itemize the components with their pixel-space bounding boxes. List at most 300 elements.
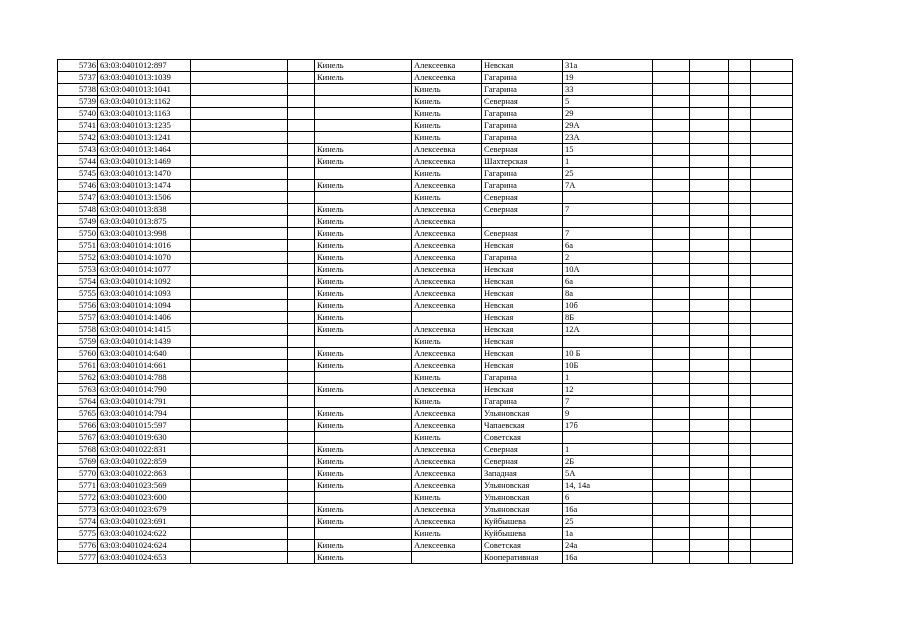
house-number-cell: 7 bbox=[563, 228, 653, 240]
cadastral-number-cell: 63:03:0401013:838 bbox=[98, 204, 191, 216]
blank-cell bbox=[690, 156, 729, 168]
blank-cell bbox=[729, 516, 751, 528]
table-row bbox=[58, 492, 793, 504]
house-number-cell: 10б bbox=[563, 300, 653, 312]
house-number-cell: 31а bbox=[563, 60, 653, 72]
blank-cell bbox=[729, 432, 751, 444]
blank-cell bbox=[690, 516, 729, 528]
house-number-cell: 2 bbox=[563, 252, 653, 264]
street-cell: Куйбышева bbox=[482, 516, 563, 528]
blank-cell bbox=[191, 72, 288, 84]
blank-cell bbox=[690, 60, 729, 72]
street-cell: Ульяновская bbox=[482, 492, 563, 504]
locality-cell: Алексеевка bbox=[412, 276, 482, 288]
row-number-cell: 5744 bbox=[58, 156, 98, 168]
blank-cell bbox=[751, 348, 793, 360]
city-cell: Кинель bbox=[315, 420, 412, 432]
street-cell: Невская bbox=[482, 60, 563, 72]
blank-cell bbox=[288, 288, 315, 300]
row-number-cell: 5770 bbox=[58, 468, 98, 480]
table-row bbox=[58, 252, 793, 264]
blank-cell bbox=[288, 372, 315, 384]
row-number-cell: 5737 bbox=[58, 72, 98, 84]
locality-cell: Алексеевка bbox=[412, 240, 482, 252]
street-cell: Невская bbox=[482, 360, 563, 372]
row-number-cell: 5776 bbox=[58, 540, 98, 552]
house-number-cell: 23А bbox=[563, 132, 653, 144]
blank-cell bbox=[751, 180, 793, 192]
blank-cell bbox=[729, 504, 751, 516]
blank-cell bbox=[288, 300, 315, 312]
blank-cell bbox=[751, 516, 793, 528]
blank-cell bbox=[729, 324, 751, 336]
table-row bbox=[58, 276, 793, 288]
table-row bbox=[58, 324, 793, 336]
blank-cell bbox=[690, 132, 729, 144]
row-number-cell: 5747 bbox=[58, 192, 98, 204]
blank-cell bbox=[729, 240, 751, 252]
street-cell: Гагарина bbox=[482, 396, 563, 408]
blank-cell bbox=[191, 180, 288, 192]
blank-cell bbox=[751, 144, 793, 156]
blank-cell bbox=[690, 264, 729, 276]
locality-cell: Алексеевка bbox=[412, 288, 482, 300]
cadastral-number-cell: 63:03:0401024:622 bbox=[98, 528, 191, 540]
blank-cell bbox=[653, 240, 690, 252]
house-number-cell: 7А bbox=[563, 180, 653, 192]
row-number-cell: 5769 bbox=[58, 456, 98, 468]
row-number-cell: 5766 bbox=[58, 420, 98, 432]
city-cell: Кинель bbox=[315, 384, 412, 396]
blank-cell bbox=[751, 336, 793, 348]
blank-cell bbox=[729, 72, 751, 84]
blank-cell bbox=[288, 96, 315, 108]
city-cell bbox=[315, 336, 412, 348]
blank-cell bbox=[751, 504, 793, 516]
blank-cell bbox=[653, 516, 690, 528]
cadastral-number-cell: 63:03:0401013:1162 bbox=[98, 96, 191, 108]
cadastral-number-cell: 63:03:0401014:640 bbox=[98, 348, 191, 360]
row-number-cell: 5741 bbox=[58, 120, 98, 132]
cadastral-number-cell: 63:03:0401014:790 bbox=[98, 384, 191, 396]
street-cell: Невская bbox=[482, 240, 563, 252]
cadastral-number-cell: 63:03:0401014:788 bbox=[98, 372, 191, 384]
blank-cell bbox=[191, 204, 288, 216]
blank-cell bbox=[729, 360, 751, 372]
locality-cell: Кинель bbox=[412, 492, 482, 504]
blank-cell bbox=[288, 276, 315, 288]
city-cell: Кинель bbox=[315, 480, 412, 492]
blank-cell bbox=[288, 456, 315, 468]
blank-cell bbox=[729, 204, 751, 216]
house-number-cell: 33 bbox=[563, 84, 653, 96]
house-number-cell: 5 bbox=[563, 96, 653, 108]
blank-cell bbox=[690, 288, 729, 300]
city-cell: Кинель bbox=[315, 60, 412, 72]
house-number-cell bbox=[563, 432, 653, 444]
blank-cell bbox=[690, 396, 729, 408]
table-row bbox=[58, 192, 793, 204]
city-cell: Кинель bbox=[315, 516, 412, 528]
street-cell: Гагарина bbox=[482, 132, 563, 144]
table-row bbox=[58, 516, 793, 528]
blank-cell bbox=[690, 456, 729, 468]
street-cell: Гагарина bbox=[482, 168, 563, 180]
house-number-cell: 12А bbox=[563, 324, 653, 336]
city-cell bbox=[315, 492, 412, 504]
street-cell: Северная bbox=[482, 144, 563, 156]
blank-cell bbox=[751, 264, 793, 276]
blank-cell bbox=[690, 240, 729, 252]
blank-cell bbox=[653, 132, 690, 144]
house-number-cell: 25 bbox=[563, 168, 653, 180]
blank-cell bbox=[653, 456, 690, 468]
table-row bbox=[58, 408, 793, 420]
blank-cell bbox=[191, 516, 288, 528]
blank-cell bbox=[751, 552, 793, 564]
blank-cell bbox=[729, 180, 751, 192]
blank-cell bbox=[191, 396, 288, 408]
blank-cell bbox=[653, 192, 690, 204]
blank-cell bbox=[729, 492, 751, 504]
blank-cell bbox=[653, 300, 690, 312]
locality-cell: Кинель bbox=[412, 372, 482, 384]
row-number-cell: 5777 bbox=[58, 552, 98, 564]
row-number-cell: 5750 bbox=[58, 228, 98, 240]
city-cell: Кинель bbox=[315, 240, 412, 252]
blank-cell bbox=[288, 132, 315, 144]
house-number-cell: 7 bbox=[563, 396, 653, 408]
blank-cell bbox=[729, 192, 751, 204]
cadastral-number-cell: 63:03:0401023:569 bbox=[98, 480, 191, 492]
blank-cell bbox=[191, 552, 288, 564]
locality-cell: Алексеевка bbox=[412, 204, 482, 216]
city-cell bbox=[315, 192, 412, 204]
blank-cell bbox=[653, 528, 690, 540]
blank-cell bbox=[729, 456, 751, 468]
house-number-cell: 10Б bbox=[563, 360, 653, 372]
blank-cell bbox=[288, 168, 315, 180]
row-number-cell: 5759 bbox=[58, 336, 98, 348]
street-cell bbox=[482, 216, 563, 228]
blank-cell bbox=[288, 120, 315, 132]
blank-cell bbox=[751, 444, 793, 456]
city-cell: Кинель bbox=[315, 456, 412, 468]
locality-cell: Алексеевка bbox=[412, 324, 482, 336]
blank-cell bbox=[751, 312, 793, 324]
blank-cell bbox=[729, 480, 751, 492]
blank-cell bbox=[191, 84, 288, 96]
blank-cell bbox=[653, 288, 690, 300]
locality-cell: Кинель bbox=[412, 84, 482, 96]
table-row bbox=[58, 180, 793, 192]
house-number-cell: 1 bbox=[563, 372, 653, 384]
blank-cell bbox=[288, 108, 315, 120]
blank-cell bbox=[729, 132, 751, 144]
cadastral-number-cell: 63:03:0401014:1093 bbox=[98, 288, 191, 300]
blank-cell bbox=[690, 348, 729, 360]
blank-cell bbox=[751, 384, 793, 396]
blank-cell bbox=[653, 156, 690, 168]
blank-cell bbox=[751, 132, 793, 144]
blank-cell bbox=[653, 348, 690, 360]
locality-cell: Кинель bbox=[412, 432, 482, 444]
table-row bbox=[58, 84, 793, 96]
locality-cell: Кинель bbox=[412, 396, 482, 408]
house-number-cell: 7 bbox=[563, 204, 653, 216]
house-number-cell: 16а bbox=[563, 552, 653, 564]
street-cell: Невская bbox=[482, 348, 563, 360]
cadastral-number-cell: 63:03:0401019:630 bbox=[98, 432, 191, 444]
blank-cell bbox=[690, 420, 729, 432]
blank-cell bbox=[690, 96, 729, 108]
city-cell bbox=[315, 396, 412, 408]
blank-cell bbox=[751, 216, 793, 228]
cadastral-number-cell: 63:03:0401024:653 bbox=[98, 552, 191, 564]
blank-cell bbox=[653, 468, 690, 480]
blank-cell bbox=[653, 552, 690, 564]
blank-cell bbox=[690, 504, 729, 516]
street-cell: Невская bbox=[482, 276, 563, 288]
table-row bbox=[58, 264, 793, 276]
city-cell: Кинель bbox=[315, 444, 412, 456]
cadastral-number-cell: 63:03:0401022:831 bbox=[98, 444, 191, 456]
blank-cell bbox=[690, 444, 729, 456]
street-cell: Куйбышева bbox=[482, 528, 563, 540]
table-row bbox=[58, 132, 793, 144]
row-number-cell: 5767 bbox=[58, 432, 98, 444]
blank-cell bbox=[191, 288, 288, 300]
house-number-cell: 10А bbox=[563, 264, 653, 276]
street-cell: Гагарина bbox=[482, 252, 563, 264]
locality-cell: Алексеевка bbox=[412, 72, 482, 84]
blank-cell bbox=[653, 372, 690, 384]
street-cell: Ульяновская bbox=[482, 504, 563, 516]
blank-cell bbox=[729, 252, 751, 264]
blank-cell bbox=[751, 480, 793, 492]
blank-cell bbox=[653, 60, 690, 72]
street-cell: Гагарина bbox=[482, 372, 563, 384]
table-row bbox=[58, 120, 793, 132]
table-row bbox=[58, 372, 793, 384]
blank-cell bbox=[653, 252, 690, 264]
city-cell: Кинель bbox=[315, 156, 412, 168]
locality-cell: Алексеевка bbox=[412, 144, 482, 156]
blank-cell bbox=[729, 84, 751, 96]
blank-cell bbox=[191, 444, 288, 456]
house-number-cell: 5А bbox=[563, 468, 653, 480]
table-row bbox=[58, 456, 793, 468]
table-row bbox=[58, 444, 793, 456]
blank-cell bbox=[191, 276, 288, 288]
blank-cell bbox=[751, 324, 793, 336]
cadastral-number-cell: 63:03:0401013:1241 bbox=[98, 132, 191, 144]
house-number-cell: 8Б bbox=[563, 312, 653, 324]
cadastral-number-cell: 63:03:0401013:1039 bbox=[98, 72, 191, 84]
blank-cell bbox=[288, 228, 315, 240]
locality-cell: Кинель bbox=[412, 168, 482, 180]
city-cell: Кинель bbox=[315, 468, 412, 480]
table-row bbox=[58, 360, 793, 372]
table-row bbox=[58, 96, 793, 108]
row-number-cell: 5748 bbox=[58, 204, 98, 216]
blank-cell bbox=[751, 120, 793, 132]
cadastral-number-cell: 63:03:0401013:1474 bbox=[98, 180, 191, 192]
blank-cell bbox=[653, 336, 690, 348]
blank-cell bbox=[729, 384, 751, 396]
blank-cell bbox=[288, 336, 315, 348]
blank-cell bbox=[191, 408, 288, 420]
table-row bbox=[58, 312, 793, 324]
blank-cell bbox=[751, 60, 793, 72]
city-cell: Кинель bbox=[315, 72, 412, 84]
table-row bbox=[58, 108, 793, 120]
blank-cell bbox=[751, 204, 793, 216]
blank-cell bbox=[288, 348, 315, 360]
blank-cell bbox=[288, 324, 315, 336]
blank-cell bbox=[690, 312, 729, 324]
row-number-cell: 5760 bbox=[58, 348, 98, 360]
house-number-cell: 6а bbox=[563, 240, 653, 252]
blank-cell bbox=[288, 444, 315, 456]
blank-cell bbox=[191, 240, 288, 252]
blank-cell bbox=[751, 468, 793, 480]
blank-cell bbox=[729, 108, 751, 120]
row-number-cell: 5765 bbox=[58, 408, 98, 420]
blank-cell bbox=[751, 372, 793, 384]
street-cell: Чапаевская bbox=[482, 420, 563, 432]
house-number-cell: 19 bbox=[563, 72, 653, 84]
cadastral-number-cell: 63:03:0401014:791 bbox=[98, 396, 191, 408]
city-cell: Кинель bbox=[315, 324, 412, 336]
blank-cell bbox=[653, 204, 690, 216]
blank-cell bbox=[288, 360, 315, 372]
locality-cell: Алексеевка bbox=[412, 180, 482, 192]
table-row bbox=[58, 336, 793, 348]
locality-cell: Алексеевка bbox=[412, 516, 482, 528]
blank-cell bbox=[729, 312, 751, 324]
city-cell: Кинель bbox=[315, 348, 412, 360]
house-number-cell: 1 bbox=[563, 156, 653, 168]
locality-cell: Алексеевка bbox=[412, 504, 482, 516]
blank-cell bbox=[288, 264, 315, 276]
blank-cell bbox=[653, 216, 690, 228]
blank-cell bbox=[729, 60, 751, 72]
locality-cell: Алексеевка bbox=[412, 540, 482, 552]
blank-cell bbox=[288, 144, 315, 156]
blank-cell bbox=[191, 312, 288, 324]
house-number-cell: 25 bbox=[563, 516, 653, 528]
blank-cell bbox=[729, 300, 751, 312]
locality-cell: Алексеевка bbox=[412, 156, 482, 168]
house-number-cell: 17б bbox=[563, 420, 653, 432]
street-cell: Северная bbox=[482, 96, 563, 108]
locality-cell: Алексеевка bbox=[412, 252, 482, 264]
table-row bbox=[58, 144, 793, 156]
blank-cell bbox=[751, 528, 793, 540]
blank-cell bbox=[288, 312, 315, 324]
street-cell: Ульяновская bbox=[482, 480, 563, 492]
blank-cell bbox=[191, 324, 288, 336]
table-body bbox=[58, 60, 793, 564]
table-row bbox=[58, 216, 793, 228]
blank-cell bbox=[191, 228, 288, 240]
blank-cell bbox=[288, 468, 315, 480]
blank-cell bbox=[653, 276, 690, 288]
blank-cell bbox=[191, 456, 288, 468]
blank-cell bbox=[729, 408, 751, 420]
cadastral-number-cell: 63:03:0401023:600 bbox=[98, 492, 191, 504]
table-row bbox=[58, 540, 793, 552]
house-number-cell: 2Б bbox=[563, 456, 653, 468]
blank-cell bbox=[690, 168, 729, 180]
blank-cell bbox=[751, 360, 793, 372]
street-cell: Гагарина bbox=[482, 108, 563, 120]
blank-cell bbox=[729, 540, 751, 552]
row-number-cell: 5771 bbox=[58, 480, 98, 492]
city-cell bbox=[315, 120, 412, 132]
locality-cell: Алексеевка bbox=[412, 348, 482, 360]
blank-cell bbox=[690, 252, 729, 264]
blank-cell bbox=[191, 300, 288, 312]
blank-cell bbox=[288, 240, 315, 252]
blank-cell bbox=[751, 432, 793, 444]
locality-cell: Алексеевка bbox=[412, 420, 482, 432]
row-number-cell: 5753 bbox=[58, 264, 98, 276]
city-cell: Кинель bbox=[315, 252, 412, 264]
blank-cell bbox=[653, 504, 690, 516]
cadastral-number-cell: 63:03:0401013:1506 bbox=[98, 192, 191, 204]
row-number-cell: 5758 bbox=[58, 324, 98, 336]
city-cell bbox=[315, 168, 412, 180]
locality-cell: Алексеевка bbox=[412, 60, 482, 72]
cadastral-number-cell: 63:03:0401023:679 bbox=[98, 504, 191, 516]
blank-cell bbox=[690, 204, 729, 216]
blank-cell bbox=[653, 180, 690, 192]
locality-cell: Алексеевка bbox=[412, 384, 482, 396]
blank-cell bbox=[191, 372, 288, 384]
cadastral-number-cell: 63:03:0401012:897 bbox=[98, 60, 191, 72]
blank-cell bbox=[690, 492, 729, 504]
city-cell bbox=[315, 528, 412, 540]
locality-cell: Кинель bbox=[412, 120, 482, 132]
table-row bbox=[58, 204, 793, 216]
row-number-cell: 5745 bbox=[58, 168, 98, 180]
blank-cell bbox=[690, 108, 729, 120]
blank-cell bbox=[653, 324, 690, 336]
city-cell: Кинель bbox=[315, 504, 412, 516]
blank-cell bbox=[690, 468, 729, 480]
cadastral-number-cell: 63:03:0401013:1470 bbox=[98, 168, 191, 180]
blank-cell bbox=[653, 120, 690, 132]
row-number-cell: 5773 bbox=[58, 504, 98, 516]
row-number-cell: 5738 bbox=[58, 84, 98, 96]
table-row bbox=[58, 420, 793, 432]
blank-cell bbox=[288, 252, 315, 264]
blank-cell bbox=[690, 180, 729, 192]
blank-cell bbox=[690, 192, 729, 204]
blank-cell bbox=[729, 156, 751, 168]
row-number-cell: 5742 bbox=[58, 132, 98, 144]
blank-cell bbox=[191, 60, 288, 72]
cadastral-number-cell: 63:03:0401013:998 bbox=[98, 228, 191, 240]
locality-cell: Кинель bbox=[412, 96, 482, 108]
cadastral-number-cell: 63:03:0401013:1469 bbox=[98, 156, 191, 168]
blank-cell bbox=[653, 420, 690, 432]
cadastral-number-cell: 63:03:0401013:1163 bbox=[98, 108, 191, 120]
house-number-cell bbox=[563, 336, 653, 348]
blank-cell bbox=[729, 216, 751, 228]
